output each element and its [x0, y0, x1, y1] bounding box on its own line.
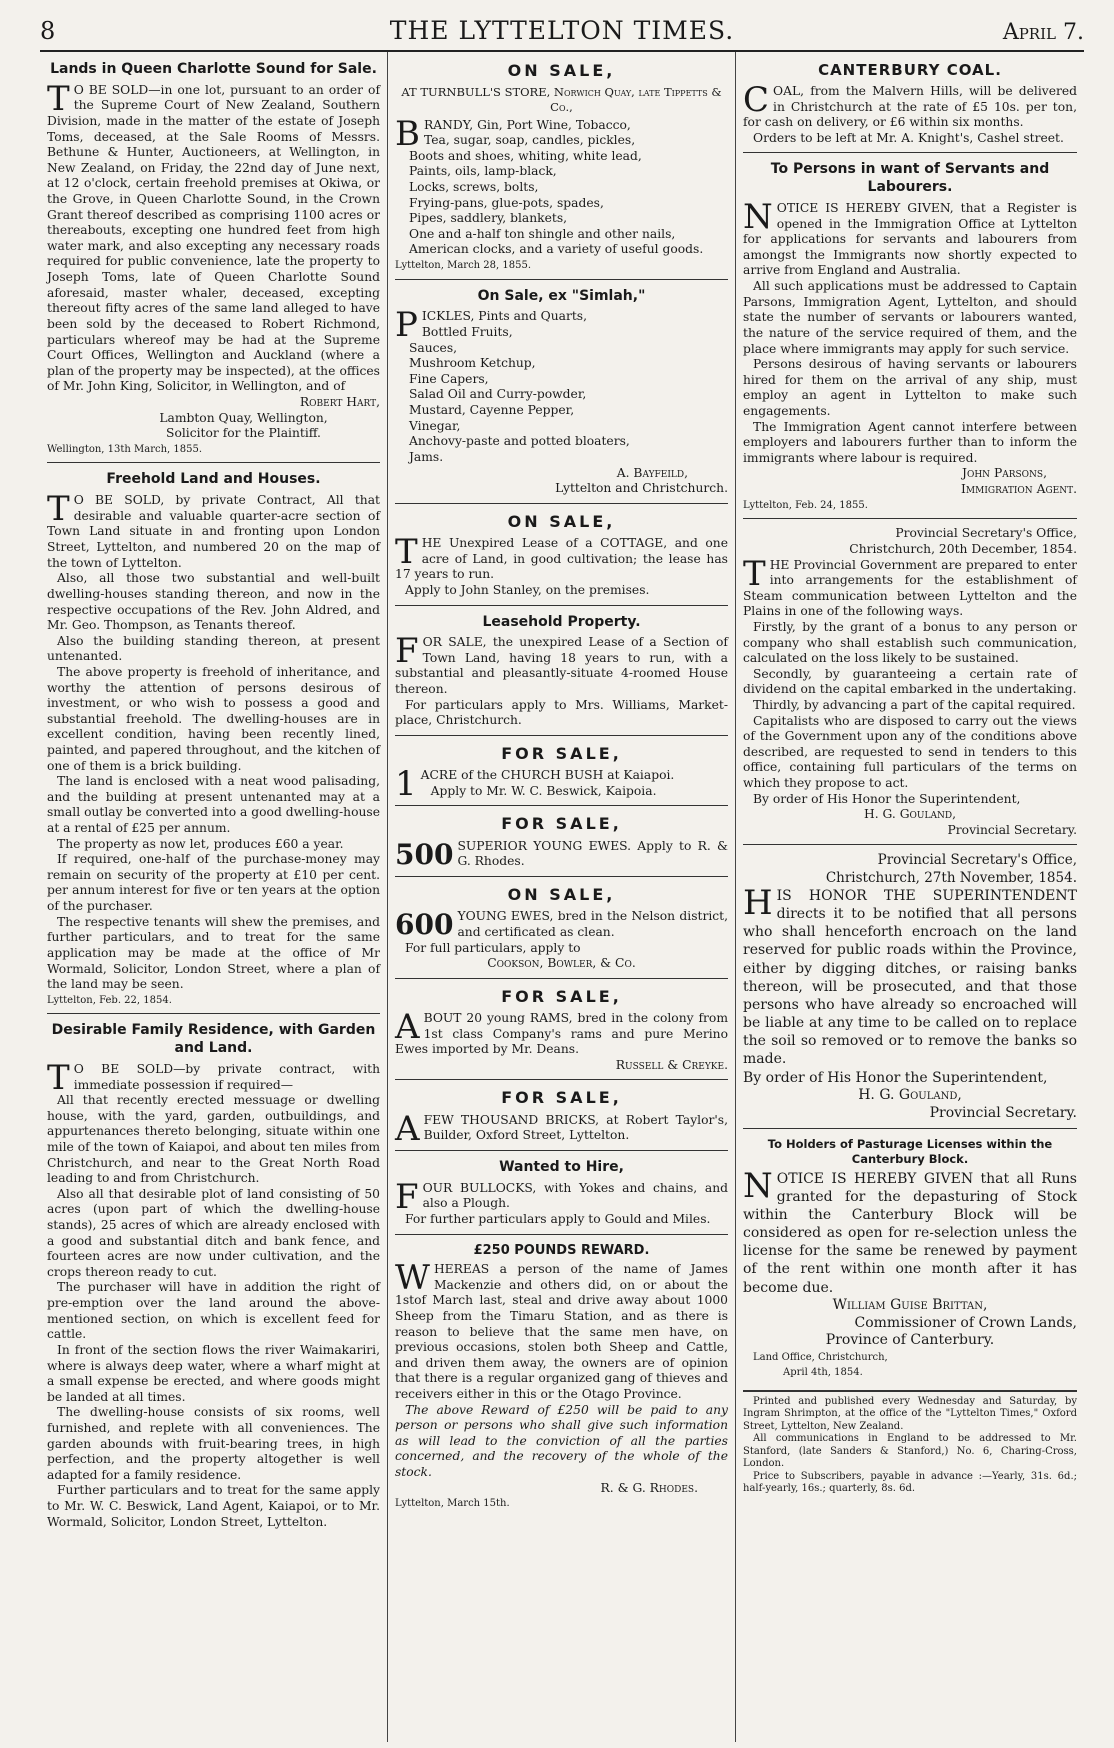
ad-title: FOR SALE,: [501, 814, 622, 834]
drop-cap: T: [47, 489, 70, 530]
ad-title: Leasehold Property.: [482, 613, 641, 630]
drop-cap: N: [743, 1165, 773, 1206]
signature: William Guise Brittan,: [832, 1296, 988, 1313]
ad-title: Freehold Land and Houses.: [106, 471, 321, 488]
drop-cap: T: [743, 553, 766, 594]
dateline: Lyttelton, Feb. 22, 1854.: [47, 994, 172, 1006]
ad-body: OAL, from the Malvern Hills, will be delivered in Christchurch at the rate of £5 10s. per ton, for cash on delivery, or £6 within six months.: [743, 84, 1077, 130]
paragraph: Firstly, by the grant of a bonus to any person or company who shall establish such communication, calculated on the loss likely to be sustained.: [743, 619, 1077, 666]
signature: Cookson, Bowler, & Co.: [487, 956, 636, 971]
dateline: Land Office, Christchurch,: [753, 1352, 888, 1364]
imprint-line: Printed and published every Wednesday and Saturday, by Ingram Shrimpton, at the office of the "Lyttelton Times," Oxford Street, Lyttelton, New Zealand.: [743, 1395, 1077, 1432]
drop-cap: T: [395, 532, 418, 573]
ad-body: HEREAS a person of the name of James Mackenzie and others did, on or about the 1stof March last, steal and drive away about 1000 Sheep from the Timaru Station, and as there is reason to believe that the same men have, on previous occasions, stolen both Sheep and Cattle, and driven them away, the owners are of opinion that there is a regular organized gang of thieves and receivers either in this or the Otago Province.: [395, 1262, 728, 1401]
paragraph: Persons desirous of having servants or labourers hired for them on the arrival of any ship, must employ an agent in Lyttelton to make such engagements.: [743, 357, 1077, 418]
paragraph: The purchaser will have in addition the right of pre-emption over the land around the above-mentioned section, on which is excellent feed for cattle.: [47, 1280, 380, 1342]
ad-canterbury-coal: [743, 57, 1077, 153]
drop-cap: A: [395, 1007, 420, 1048]
imprint-line: All communications in England to be addressed to Mr. Stanford, (late Sanders & Stanford,) No. 6, Charing-Cross, London.: [743, 1433, 1077, 1470]
drop-cap: 1: [395, 764, 417, 805]
ad-pasturage-licenses: [743, 1133, 1077, 1385]
signature-address: Lyttelton and Christchurch.: [555, 481, 728, 496]
list-item: Mustard, Cayenne Pepper,: [409, 403, 575, 418]
ad-body: IS HONOR THE SUPERINTENDENT directs it to be notified that all persons who shall henceforth encroach on the land reserved for public roads within the Province, either by digging ditches, or raising banks thereon, will be prosecuted, and that those persons who have already so encroached will be liable at any time to be called on to replace the soil so removed or to remove the banks so made.: [743, 887, 1077, 1068]
list-item: American clocks, and a variety of useful goods.: [409, 242, 704, 257]
column-3: [736, 52, 1084, 1742]
list-item: Anchovy-paste and potted bloaters,: [409, 434, 630, 449]
signature-role: Commissioner of Crown Lands,: [854, 1314, 1077, 1331]
ad-roads-notice: [743, 849, 1077, 1129]
dateline: Wellington, 13th March, 1855.: [47, 443, 203, 455]
columns: [40, 52, 1084, 1742]
drop-cap: T: [47, 1057, 70, 1098]
list-item: Mushroom Ketchup,: [409, 356, 536, 371]
signature: H. G. Gouland,: [858, 1086, 962, 1103]
office-date: Christchurch, 20th December, 1854.: [849, 541, 1077, 556]
list-item: Tea, sugar, soap, candles, pickles,: [424, 133, 636, 148]
paragraph: The above property is freehold of inheritance, and worthy the attention of persons desirous of investment, or who wish to possess a good and substantial freehold. The dwelling-houses are in excellent condition, having been recently lined, painted, and papered throughout, and the kitchen of one of them is a brick building.: [47, 664, 380, 773]
drop-cap: W: [395, 1258, 430, 1299]
office-heading: Provincial Secretary's Office,: [877, 852, 1077, 869]
paragraph: Secondly, by guaranteeing a certain rate of dividend on the capital embarked in the undertaking.: [743, 666, 1077, 697]
signature: Robert Hart,: [299, 394, 380, 409]
paragraph: By order of His Honor the Superintendent,: [743, 1069, 1048, 1086]
paragraph: The respective tenants will shew the premises, and further particulars, and to treat for the same application may be made at the office of Mr Wormald, Solicitor, London Street, where a plan of the land may be seen.: [47, 914, 380, 992]
paragraph: The property as now let, produces £60 a year.: [57, 836, 344, 851]
paragraph: The above Reward of £250 will be paid to any person or persons who shall give such information as will lead to the conviction of all the parties concerned, and the recovery of the whole of the stock.: [395, 1402, 728, 1480]
drop-cap: H: [743, 882, 773, 923]
paragraph: The Immigration Agent cannot interfere between employers and labourers further than to inform the immigrants where labour is required.: [743, 419, 1077, 465]
paragraph: Also the building standing thereon, at present untenanted.: [47, 633, 380, 664]
paragraph: Orders to be left at Mr. A. Knight's, Cashel street.: [753, 130, 1064, 145]
ad-title: Lands in Queen Charlotte Sound for Sale.: [50, 61, 377, 77]
ad-simlah: [395, 284, 728, 504]
list-item: Locks, screws, bolts,: [409, 179, 539, 194]
ad-title: CANTERBURY COAL.: [818, 61, 1002, 79]
ad-body: OUR BULLOCKS, with Yokes and chains, and also a Plough.: [422, 1180, 728, 1211]
ad-body: FEW THOUSAND BRICKS, at Robert Taylor's, Builder, Oxford Street, Lyttelton.: [423, 1112, 728, 1143]
ad-title: To Holders of Pasturage Licenses within the Canterbury Block.: [767, 1137, 1053, 1166]
signature: Russell & Creyke.: [615, 1057, 728, 1072]
paragraph: Further particulars and to treat for the same apply to Mr. W. C. Beswick, Land Agent, Kaiapoi, or to Mr. Wormald, Solicitor, London Street, Lyttelton.: [47, 1483, 380, 1529]
ad-title: Desirable Family Residence, with Garden and Land.: [51, 1022, 376, 1057]
column-1: [40, 52, 388, 1742]
drop-cap: C: [743, 80, 770, 121]
signature: A. Bayfeild,: [616, 465, 688, 480]
drop-cap: 500: [395, 837, 454, 871]
signature-role: Immigration Agent.: [961, 481, 1077, 496]
ad-body: O BE SOLD, by private Contract, All that desirable and valuable quarter-acre section of Town Land situate in and fronting upon London Street, Lyttelton, and numbered 20 on the map of the town of Lyttelton.: [47, 493, 380, 570]
drop-cap: A: [395, 1108, 420, 1149]
ad-reward: [395, 1239, 728, 1517]
ad-body: RANDY, Gin, Port Wine, Tobacco,: [424, 117, 631, 132]
column-2: [388, 52, 736, 1742]
ad-turnbulls-store: [395, 57, 728, 280]
ad-body: BOUT 20 young RAMS, bred in the colony from 1st class Company's rams and pure Merino Ewes imported by Mr. Deans.: [395, 1011, 728, 1057]
office-heading: Provincial Secretary's Office,: [895, 526, 1077, 541]
drop-cap: P: [395, 305, 418, 346]
ad-family-residence: [47, 1018, 380, 1536]
list-item: Vinegar,: [409, 418, 461, 433]
ad-body: HE Unexpired Lease of a COTTAGE, and one acre of Land, in good cultivation; the lease has 17 years to run.: [395, 536, 728, 582]
paragraph: For particulars apply to Mrs. Williams, Market-place, Christchurch.: [395, 697, 728, 728]
page-title: THE LYTTELTON TIMES.: [389, 16, 735, 45]
drop-cap: F: [395, 1176, 419, 1217]
ad-body: OTICE IS HEREBY GIVEN that all Runs granted for the depasturing of Stock within the Canterbury Block will be considered as open for re-selection unless the license for the same be renewed by payment of the rent within one month after it has become due.: [743, 1170, 1077, 1296]
imprint-footer: [743, 1390, 1077, 1496]
paragraph: For further particulars apply to Gould and Miles.: [405, 1212, 711, 1226]
ad-500-ewes: [395, 810, 728, 877]
ad-leasehold: [395, 610, 728, 736]
paragraph: Apply to Mr. W. C. Beswick, Kaipoia.: [430, 783, 657, 798]
dateline: Lyttelton, Feb. 24, 1855.: [743, 499, 868, 511]
drop-cap: T: [47, 78, 70, 119]
signature-role: Solicitor for the Plaintiff.: [166, 426, 321, 441]
ad-body: ICKLES, Pints and Quarts,: [421, 309, 587, 324]
list-item: Sauces,: [409, 340, 458, 355]
paragraph: If required, one-half of the purchase-money may remain on security of the property at £10 per cent. per annum interest for five or ten years at the option of the purchaser.: [47, 852, 380, 914]
ad-title: FOR SALE,: [501, 1088, 622, 1108]
dateline: Lyttelton, March 15th.: [395, 1498, 510, 1510]
ad-bricks: [395, 1084, 728, 1151]
list-item: Salad Oil and Curry-powder,: [409, 387, 587, 402]
imprint-line: Price to Subscribers, payable in advance :—Yearly, 31s. 6d.; half-yearly, 16s.; quarterly, 8s. 6d.: [743, 1470, 1077, 1495]
page-number: 8: [40, 17, 56, 45]
ad-body: O BE SOLD—in one lot, pursuant to an order of the Supreme Court of New Zealand, Southern Division, made in the matter of the estate of Joseph Toms, deceased, at the Sale Rooms of Messrs. Bethune & Hunter, Auctioneers, at Wellington, in New Zealand, on Friday, the 22nd day of June next, at 12 o'clock, certain freehold premises at Okiwa, or the Grove, in Queen Charlotte Sound, in the Crown Grant thereof described as comprising 1100 acres or thereabouts, excepting one hundred feet from high water mark, and also excepting any necessary roads required for public convenience, late the property to Joseph Toms, late of Queen Charlotte Sound aforesaid, master whaler, deceased, excepting thereout fifty acres of the same land alleged to have been sold by the deceased to Robert Richmond, particulars whereof may be had at the Supreme Court Offices, Wellington and Auckland (where a plan of the property may be inspected), at the offices of Mr. John King, Solicitor, in Wellington, and of: [47, 82, 380, 394]
ad-queen-charlotte-sound: [47, 57, 380, 463]
ad-freehold-land: [47, 467, 380, 1014]
ad-title: ON SALE,: [507, 61, 616, 80]
list-item: One and a-half ton shingle and other nails,: [409, 226, 676, 241]
list-item: Jams.: [409, 449, 444, 464]
ad-title: £250 POUNDS REWARD.: [473, 1242, 650, 1258]
list-item: Boots and shoes, whiting, white lead,: [409, 148, 642, 163]
ad-600-ewes: [395, 881, 728, 979]
paragraph: All such applications must be addressed to Captain Parsons, Immigration Agent, Lyttelton, and should state the number of servants or labourers wanted, the nature of the service required of them, and the place where immigrants may apply for such service.: [743, 279, 1077, 356]
ad-rams: [395, 983, 728, 1081]
ad-title: On Sale, ex "Simlah,": [477, 287, 646, 304]
ad-title: FOR SALE,: [501, 743, 622, 763]
ad-body: HE Provincial Government are prepared to enter into arrangements for the establishment of Steam communication between Lyttelton and the Plains in one of the following ways.: [743, 557, 1077, 619]
list-item: Pipes, saddlery, blankets,: [409, 211, 568, 226]
list-item: Frying-pans, glue-pots, spades,: [409, 195, 604, 210]
ad-body: YOUNG EWES, bred in the Nelson district, and certificated as clean.: [457, 909, 728, 939]
drop-cap: F: [395, 631, 419, 672]
signature: John Parsons,: [962, 466, 1047, 481]
paragraph: For full particulars, apply to: [405, 940, 581, 955]
paragraph: In front of the section flows the river Waimakariri, where is always deep water, where a wharf might at a small expense be erected, and where goods might be landed at all times.: [47, 1342, 380, 1404]
ad-steam-communication: [743, 523, 1077, 845]
signature: R. & G. Rhodes.: [600, 1480, 698, 1495]
signature-province: Province of Canterbury.: [825, 1332, 995, 1349]
drop-cap: N: [743, 197, 773, 238]
paragraph: By order of His Honor the Superintendent,: [753, 791, 1021, 806]
masthead: [40, 16, 1084, 52]
list-item: Fine Capers,: [409, 371, 489, 386]
ad-subtitle: AT TURNBULL'S STORE, Norwich Quay, late Tippetts & Co.,: [401, 85, 722, 114]
office-date: Christchurch, 27th November, 1854.: [825, 869, 1077, 886]
ad-title: To Persons in want of Servants and Labourers.: [770, 161, 1050, 196]
paragraph: Thirdly, by advancing a part of the capital required.: [753, 697, 1076, 712]
paragraph: Also, all those two substantial and well-built dwelling-houses standing thereon, and now in the respective occupations of the Rev. John Aldred, and Mr. Geo. Thompson, as Tenants thereof.: [47, 571, 380, 633]
ad-title: Wanted to Hire,: [499, 1159, 624, 1176]
list-item: Paints, oils, lamp-black,: [409, 164, 557, 179]
list-item: Bottled Fruits,: [421, 325, 513, 340]
ad-body: ACRE of the CHURCH BUSH at Kaiapoi.: [420, 768, 675, 783]
ad-cottage: [395, 508, 728, 606]
paragraph: Capitalists who are disposed to carry out the views of the Government upon any of the conditions above described, are requested to send in tenders to this office, containing full particulars of the terms on which they propose to act.: [743, 713, 1077, 791]
paragraph: The dwelling-house consists of six rooms, well furnished, and replete with all conveniences. The garden abounds with fruit-bearing trees, in high perfection, and the property altogether is well adapted for a family residence.: [47, 1405, 380, 1482]
ad-title: FOR SALE,: [501, 986, 622, 1006]
paragraph: All that recently erected messuage or dwelling house, with the yard, garden, outbuildings, and appurtenances thereto belonging, situate within one mile of the town of Kaiapoi, and about ten miles from Christchurch, and near to the Great North Road leading to and from Christchurch.: [47, 1093, 380, 1186]
ad-church-bush: [395, 740, 728, 807]
dateline-2: April 4th, 1854.: [783, 1366, 863, 1378]
ad-body: OR SALE, the unexpired Lease of a Section of Town Land, having 18 years to run, with a substantial and pleasantly-situate 4-roomed House thereon.: [395, 635, 728, 697]
ad-bullocks: [395, 1155, 728, 1235]
ad-body: O BE SOLD—by private contract, with immediate possession if required—: [73, 1061, 380, 1092]
ad-title: ON SALE,: [507, 884, 616, 904]
ad-body: SUPERIOR YOUNG EWES. Apply to R. & G. Rhodes.: [457, 838, 728, 869]
paragraph: Also all that desirable plot of land consisting of 50 acres (upon part of which the dwelling-house stands), 25 acres of which are already enclosed with a good and substantial ditch and bank fence, and fourteen acres are now under cultivation, and the crops thereon ready to cut.: [47, 1186, 380, 1279]
ad-body: OTICE IS HEREBY GIVEN, that a Register is opened in the Immigration Office at Lyttelton for applications for servants and labourers from amongst the Immigrants now shortly expected to arrive from England and Australia.: [743, 201, 1077, 278]
paragraph: The land is enclosed with a neat wood palisading, and the building at present untenanted may at a small outlay be converted into a good dwelling-house at a rental of £25 per annum.: [47, 774, 380, 836]
signature-role: Provincial Secretary.: [947, 822, 1077, 837]
signature-address: Lambton Quay, Wellington,: [159, 410, 328, 425]
signature: H. G. Gouland,: [863, 807, 956, 822]
drop-cap: B: [395, 113, 420, 154]
dateline: Lyttelton, March 28, 1855.: [395, 259, 532, 271]
ad-servants-labourers: [743, 157, 1077, 519]
signature-role: Provincial Secretary.: [929, 1104, 1077, 1121]
ad-title: ON SALE,: [507, 511, 616, 531]
issue-date: April 7.: [1002, 20, 1084, 45]
paragraph: Apply to John Stanley, on the premises.: [405, 582, 650, 597]
drop-cap: 600: [395, 908, 454, 942]
